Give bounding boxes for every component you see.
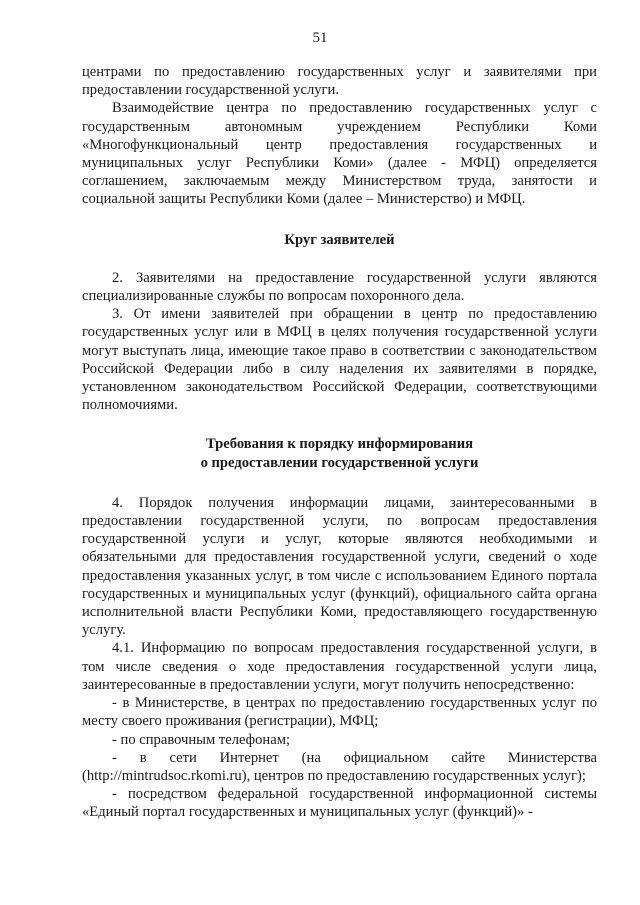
paragraph-3: 3. От имени заявителей при обращении в центр по предоставлению государственных услуг или в МФЦ в целях получения государственной услуги могут выступать лица, имеющие такое право в соответствии с законодательством Российской Федерации либо в силу наделения их заявителями в порядке, установленном законодательством Российской Федерации, соответствующими полномочиями.: [82, 306, 597, 414]
list-item-portal: - посредством федеральной государственной информационной системы «Единый портал государственных и муниципальных услуг (функций)» -: [82, 786, 597, 821]
paragraph-4-1: 4.1. Информацию по вопросам предоставления государственной услуги, в том числе сведения о ходе предоставления государственной услуги лица, заинтересованные в предоставлении услуги, могут получить непосредственно:: [82, 640, 597, 693]
document-body: [82, 63, 597, 822]
list-item-phones: - по справочным телефонам;: [112, 731, 290, 748]
paragraph-mfc-interaction: Взаимодействие центра по предоставлению государственных услуг с государственным автономным учреждением Республики Коми «Многофункциональный центр предоставления государственных и муниципальных услуг Республики Коми» (далее - МФЦ) определяется соглашением, заключаемым между Министерством труда, занятости и социальной защиты Республики Коми (далее – Министерство) и МФЦ.: [82, 100, 597, 208]
paragraph-4: 4. Порядок получения информации лицами, заинтересованными в предоставлении государственной услуги, по вопросам предоставления государственной услуги и услуг, которые являются необходимыми и обязательными для предоставления государственной услуги, сведений о ходе предоставления указанных услуг, в том числе с использованием Единого портала государственных и муниципальных услуг (функций), официального сайта органа исполнительной власти Республики Коми, предоставляющего государственную услугу.: [82, 494, 597, 639]
heading-line-2: о предоставлении государственной услуги: [200, 454, 479, 471]
list-item-internet: - в сети Интернет (на официальном сайте Министерства (http://mintrudsoc.rkomi.ru), центров по предоставлению государственных услуг);: [82, 749, 597, 784]
paragraph-continuation: центрами по предоставлению государственных услуг и заявителями при предоставлении государственной услуги.: [82, 64, 597, 99]
heading-line-1: Требования к порядку информирования: [205, 436, 474, 453]
list-item-ministry: - в Министерстве, в центрах по предоставлению государственных услуг по месту своего проживания (регистрации), МФЦ;: [82, 695, 597, 730]
heading-applicants: Круг заявителей: [284, 231, 395, 248]
page-number: 51: [312, 30, 328, 46]
heading-information-requirements: [82, 435, 597, 471]
paragraph-2: 2. Заявителями на предоставление государственной услуги являются специализированные службы по вопросам похоронного дела.: [82, 269, 597, 305]
